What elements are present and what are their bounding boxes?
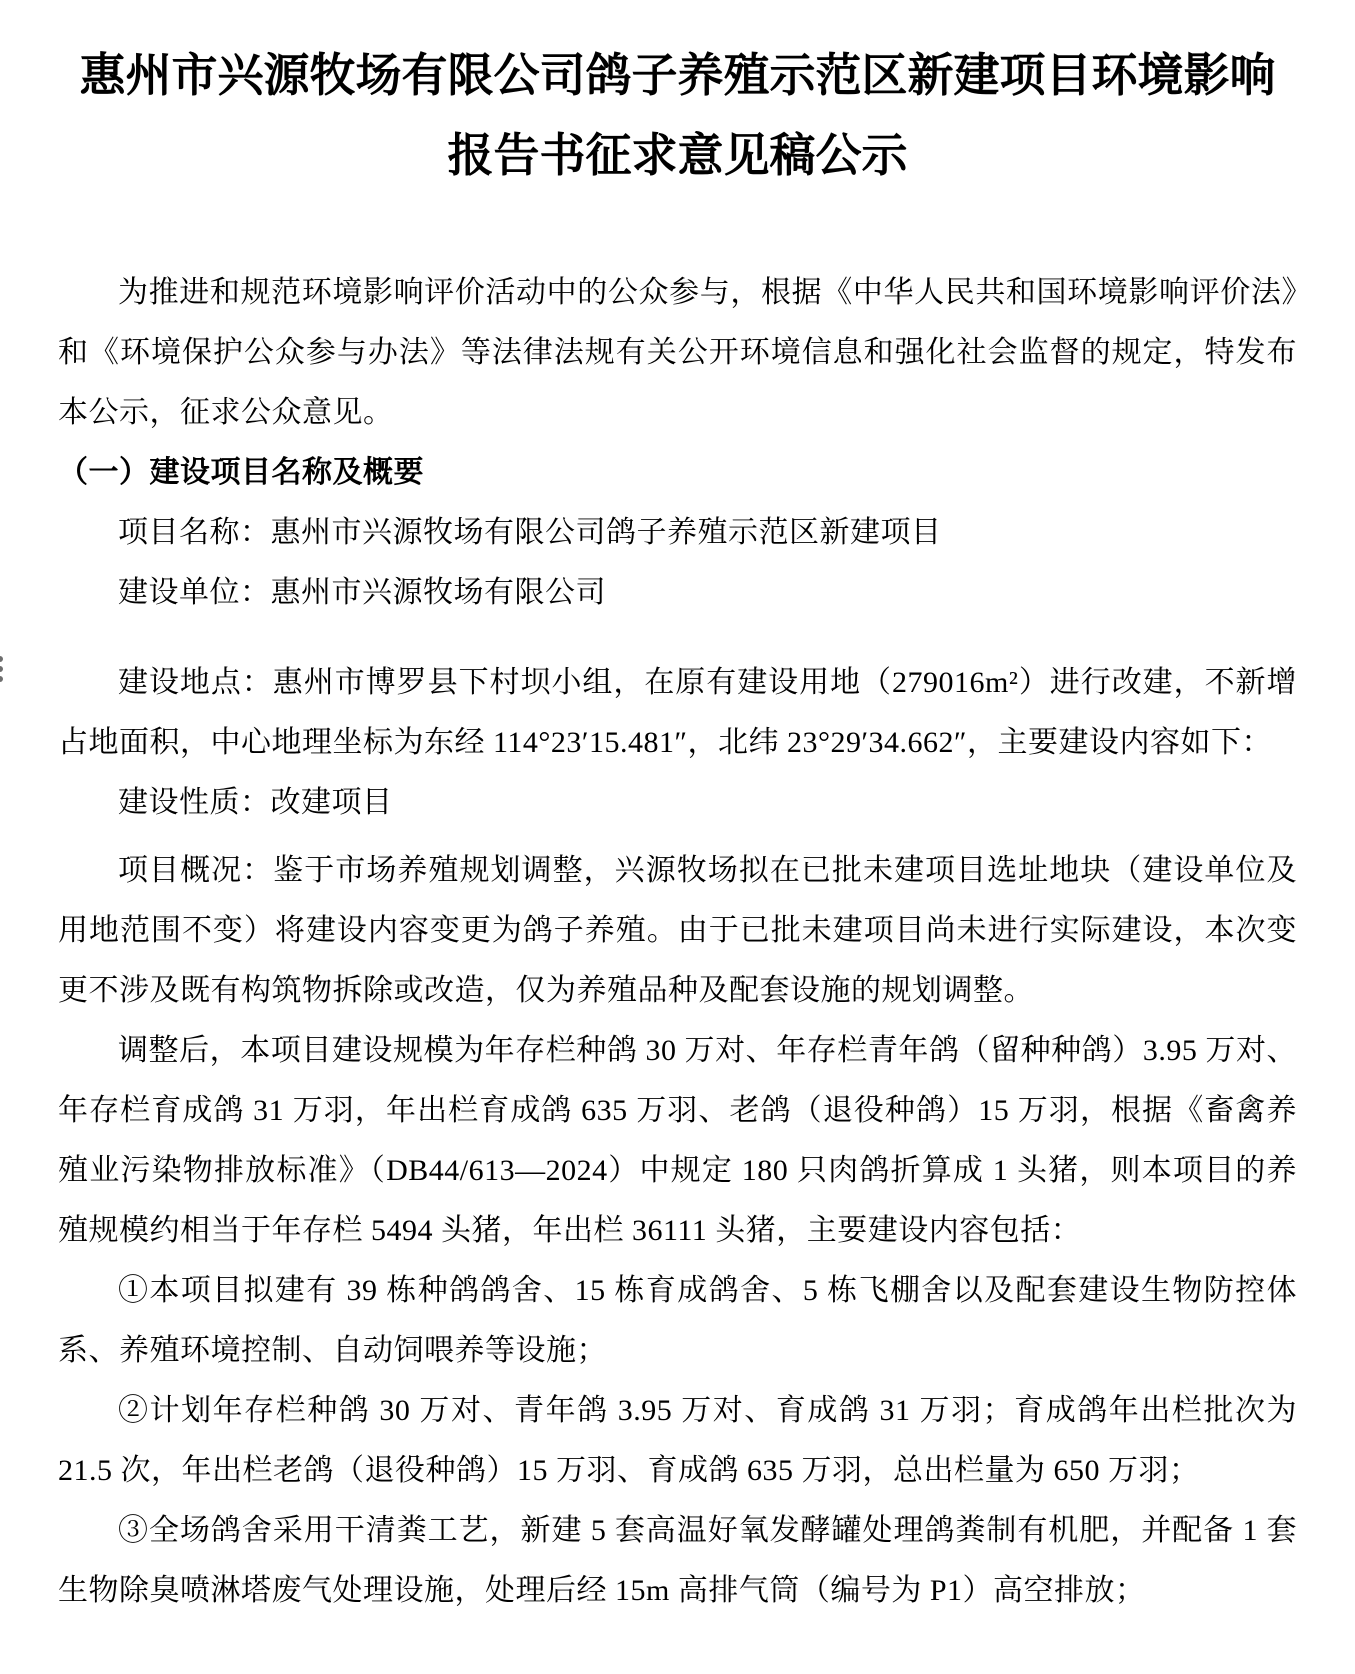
dot (0, 666, 3, 672)
adjusted-scale-paragraph: 调整后，本项目建设规模为年存栏种鸽 30 万对、年存栏青年鸽（留种种鸽）3.95 万对、年存栏育成鸽 31 万羽，年出栏育成鸽 635 万羽、老鸽（退役种鸽）15 万羽，根据《畜禽养殖业污染物排放标准》（DB44/613—2024）中规定 180 只肉鸽折算成 1 头猪，则本项目的养殖规模约相当于年存栏 5494 头猪，年出栏 36111 头猪，主要建设内容包括： (58, 1034, 1297, 1247)
section-heading-project-overview: （一）建设项目名称及概要 (58, 456, 424, 489)
item-2-paragraph: ②计划年存栏种鸽 30 万对、青年鸽 3.95 万对、育成鸽 31 万羽；育成鸽年出栏批次为 21.5 次，年出栏老鸽（退役种鸽）15 万羽、育成鸽 635 万羽，总出栏量为 650 万羽； (58, 1394, 1297, 1487)
document-title (58, 36, 1297, 196)
drag-handle-dots-icon[interactable] (0, 656, 3, 682)
document-title-line-1: 惠州市兴源牧场有限公司鸽子养殖示范区新建项目环境影响 (79, 50, 1276, 101)
item-1-paragraph: ①本项目拟建有 39 栋种鸽鸽舍、15 栋育成鸽舍、5 栋飞棚舍以及配套建设生物防控体系、养殖环境控制、自动饲喂养等设施； (58, 1274, 1297, 1367)
dot (0, 676, 3, 682)
dot (0, 656, 3, 662)
intro-paragraph: 为推进和规范环境影响评价活动中的公众参与，根据《中华人民共和国环境影响评价法》和《环境保护公众参与办法》等法律法规有关公开环境信息和强化社会监督的规定，特发布本公示，征求公众意见。 (58, 276, 1297, 429)
project-summary-paragraph: 项目概况：鉴于市场养殖规划调整，兴源牧场拟在已批未建项目选址地块（建设单位及用地范围不变）将建设内容变更为鸽子养殖。由于已批未建项目尚未进行实际建设，本次变更不涉及既有构筑物拆除或改造，仅为养殖品种及配套设施的规划调整。 (58, 854, 1297, 1007)
construction-nature-paragraph: 建设性质：改建项目 (118, 786, 393, 819)
document-title-line-2: 报告书征求意见稿公示 (447, 130, 908, 181)
construction-location-paragraph: 建设地点：惠州市博罗县下村坝小组，在原有建设用地（279016m²）进行改建，不新增占地面积，中心地理坐标为东经 114°23′15.481″，北纬 23°29′34.662″，主要建设内容如下： (58, 666, 1297, 759)
construction-unit-paragraph: 建设单位：惠州市兴源牧场有限公司 (118, 576, 606, 609)
item-3-paragraph: ③全场鸽舍采用干清粪工艺，新建 5 套高温好氧发酵罐处理鸽粪制有机肥，并配备 1 套生物除臭喷淋塔废气处理设施，处理后经 15m 高排气筒（编号为 P1）高空排放； (58, 1514, 1297, 1607)
document-content (0, 36, 1355, 1621)
project-name-paragraph: 项目名称：惠州市兴源牧场有限公司鸽子养殖示范区新建项目 (118, 516, 942, 549)
